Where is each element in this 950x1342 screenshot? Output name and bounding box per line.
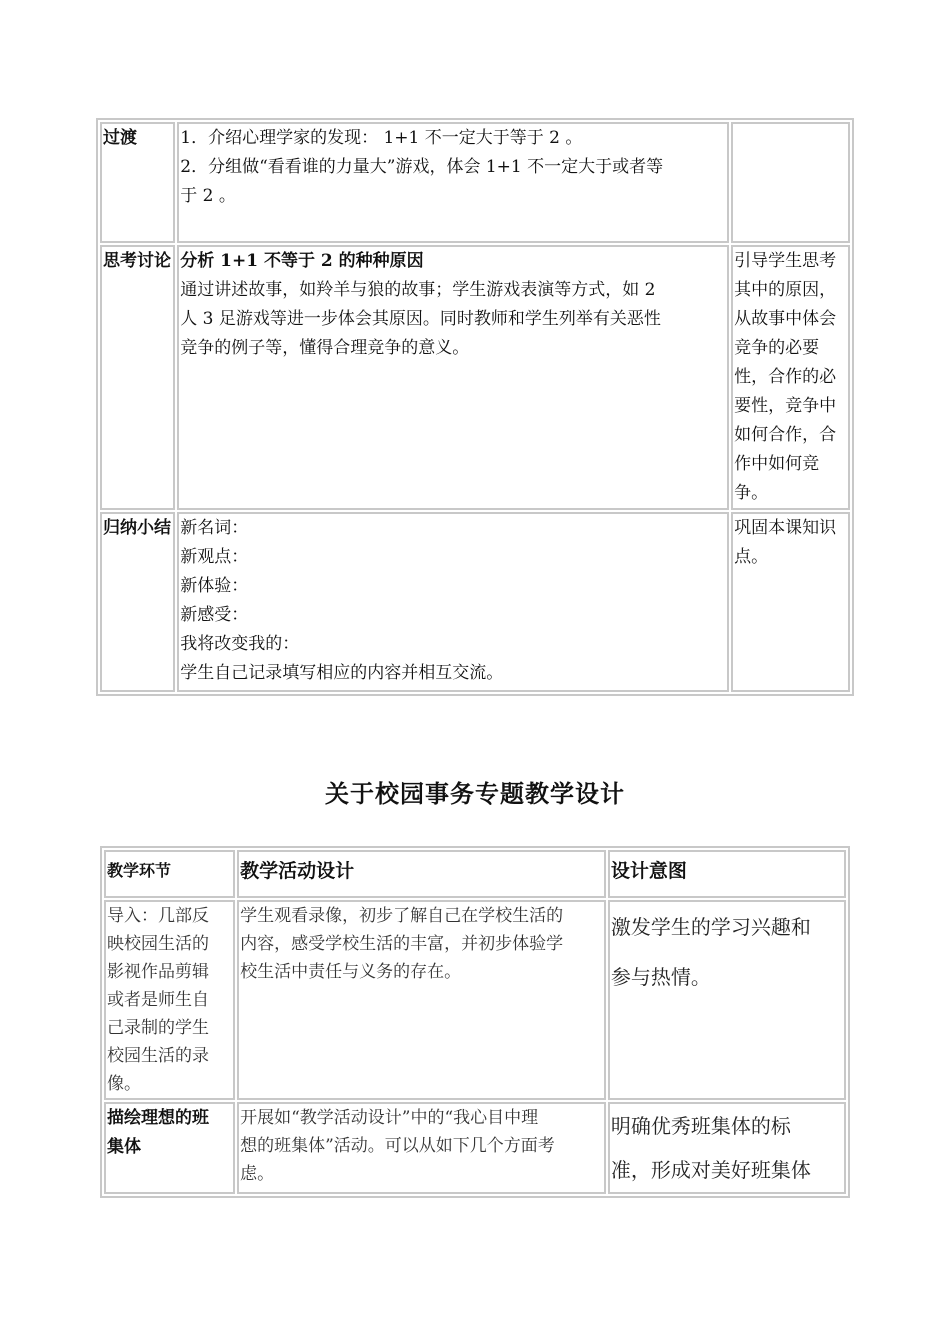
activity-line: 新体验： <box>180 576 249 596</box>
intent-line: 性，合作的必 <box>734 367 837 387</box>
stage-label: 归纳小结 <box>103 518 171 538</box>
activity-cell <box>237 900 606 1100</box>
activity-line: 2．分组做“看看谁的力量大”游戏，体会 1+1 不一定大于或者等 <box>180 157 664 177</box>
intent-line: 巩固本课知识 <box>734 518 837 538</box>
stage-cell <box>100 245 175 510</box>
activity-line: 学生观看录像，初步了解自己在学校生活的 <box>240 906 564 926</box>
intent-cell <box>731 122 850 243</box>
column-header-label: 教学活动设计 <box>240 860 355 882</box>
activity-line: 虑。 <box>240 1164 275 1184</box>
activity-line: 竞争的例子等，懂得合理竞争的意义。 <box>180 338 470 358</box>
table-row <box>100 512 850 692</box>
column-header-label: 设计意图 <box>610 860 687 882</box>
activity-line: 通过讲述故事，如羚羊与狼的故事；学生游戏表演等方式，如 2 <box>180 280 656 300</box>
activity-line: 新感受： <box>180 605 249 625</box>
column-header <box>237 850 606 898</box>
stage-cell <box>104 1102 235 1194</box>
intent-cell <box>731 245 850 510</box>
stage-line: 像。 <box>107 1074 141 1094</box>
stage-line: 导入：几部反 <box>107 906 209 926</box>
stage-cell <box>100 512 175 692</box>
activity-cell <box>177 245 729 510</box>
activity-line: 开展如“教学活动设计”中的“我心目中理 <box>240 1108 539 1128</box>
intent-line: 要性，竞争中 <box>734 396 837 416</box>
table-row <box>104 1102 846 1194</box>
stage-line: 己录制的学生 <box>107 1018 209 1038</box>
column-header-label: 教学环节 <box>107 861 172 880</box>
intent-line: 参与热情。 <box>610 965 711 989</box>
activity-cell <box>177 512 729 692</box>
activity-line: 我将改变我的： <box>180 634 300 654</box>
intent-line: 从故事中体会 <box>734 309 837 329</box>
stage-label: 过渡 <box>103 128 137 148</box>
stage-cell <box>100 122 175 243</box>
intent-cell <box>608 900 846 1100</box>
stage-line: 集体 <box>107 1137 141 1157</box>
stage-label: 思考讨论 <box>103 251 171 271</box>
lesson-plan-table-1 <box>96 118 854 696</box>
intent-cell <box>608 1102 846 1194</box>
activity-line: 校生活中责任与义务的存在。 <box>240 962 462 982</box>
intent-line: 点。 <box>734 547 769 567</box>
stage-line: 映校园生活的 <box>107 934 209 954</box>
intent-cell <box>731 512 850 692</box>
activity-line: 新观点： <box>180 547 249 567</box>
activity-line: 人 3 足游戏等进一步体会其原因。同时教师和学生列举有关恶性 <box>180 309 661 329</box>
intent-line: 作中如何竞 <box>734 454 820 474</box>
document-title: 关于校园事务专题教学设计 <box>325 780 625 808</box>
table-row <box>104 900 846 1100</box>
table-header-row <box>104 850 846 898</box>
activity-cell <box>237 1102 606 1194</box>
activity-line: 于 2 。 <box>180 186 236 206</box>
activity-line: 内容，感受学校生活的丰富，并初步体验学 <box>240 934 564 954</box>
intent-line: 争。 <box>734 483 769 503</box>
intent-line: 激发学生的学习兴趣和 <box>610 915 811 939</box>
activity-line: 学生自己记录填写相应的内容并相互交流。 <box>180 663 504 683</box>
lesson-plan-table-2 <box>100 846 850 1198</box>
intent-line: 其中的原因， <box>734 280 837 300</box>
table-row <box>100 122 850 243</box>
stage-line: 校园生活的录 <box>107 1046 209 1066</box>
stage-line: 影视作品剪辑 <box>107 962 209 982</box>
activity-line: 1．介绍心理学家的发现： 1+1 不一定大于等于 2 。 <box>180 128 583 148</box>
intent-line: 如何合作，合 <box>734 425 837 445</box>
column-header <box>104 850 235 898</box>
intent-line: 竞争的必要 <box>734 338 820 358</box>
stage-cell <box>104 900 235 1100</box>
intent-line: 引导学生思考 <box>734 251 837 271</box>
stage-line: 描绘理想的班 <box>107 1108 209 1128</box>
intent-line: 准，形成对美好班集体 <box>610 1158 811 1182</box>
stage-line: 或者是师生自 <box>107 990 209 1010</box>
activity-cell <box>177 122 729 243</box>
activity-line: 新名词： <box>180 518 249 538</box>
table-row <box>100 245 850 510</box>
activity-line: 想的班集体”活动。可以从如下几个方面考 <box>240 1136 555 1156</box>
intent-line: 明确优秀班集体的标 <box>610 1114 791 1138</box>
activity-heading: 分析 1+1 不等于 2 的种种原因 <box>180 251 424 271</box>
column-header <box>608 850 846 898</box>
